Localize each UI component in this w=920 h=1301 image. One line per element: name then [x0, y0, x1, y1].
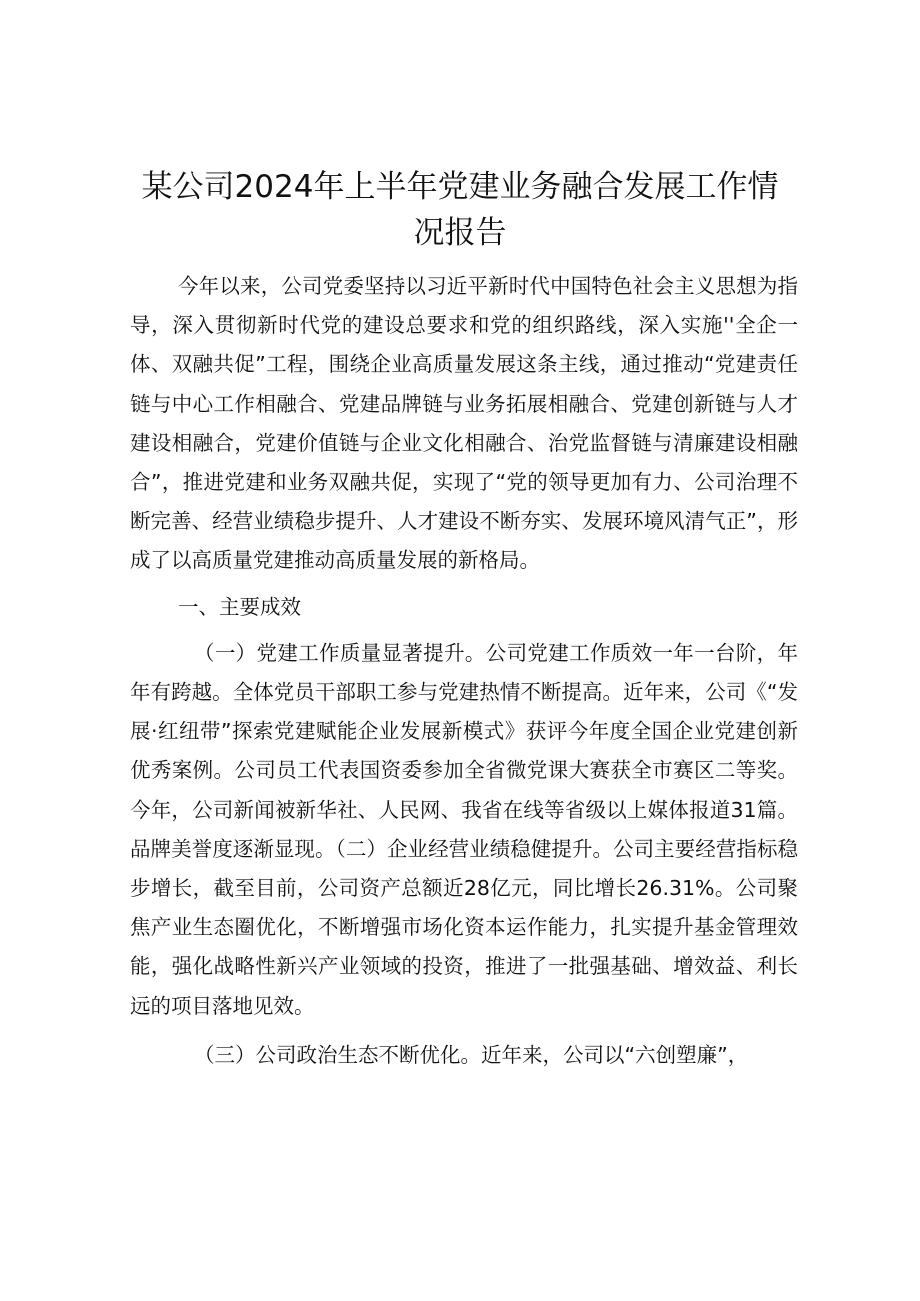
document-title [140, 164, 780, 256]
title-line-2: 况报告 [413, 215, 507, 251]
paragraph-results-3: （三）公司政治生态不断优化。近年来，公司以“六创塑廉”， [194, 1042, 749, 1067]
document-body [130, 267, 798, 1075]
paragraph-results-1-2: （一）党建工作质量显著提升。公司党建工作质效一年一台阶，年年有跨越。全体党员干部职工参与党建热情不断提高。近年来，公司《“发展·红纽带”探索党建赋能企业发展新模式》获评今年度全国企业党建创新优秀案例。公司员工代表国资委参加全省微党课大赛获全市赛区二等奖。今年，公司新闻被新华社、人民网、我省在线等省级以上媒体报道31篇。品牌美誉度逐渐显现。（二）企业经营业绩稳健提升。公司主要经营指标稳步增长，截至目前，公司资产总额近28亿元，同比增长26.31%。公司聚焦产业生态圈优化，不断增强市场化资本运作能力，扎实提升基金管理效能，强化战略性新兴产业领域的投资，推进了一批强基础、增效益、利长远的项目落地见效。 [130, 640, 798, 1018]
intro-paragraph: 今年以来，公司党委坚持以习近平新时代中国特色社会主义思想为指导，深入贯彻新时代党的建设总要求和党的组织路线，深入实施''全企一体、双融共促”工程，围绕企业高质量发展这条主线，通过推动“党建责任链与中心工作相融合、党建品牌链与业务拓展相融合、党建创新链与人才建设相融合，党建价值链与企业文化相融合、治党监督链与清廉建设相融合”，推进党建和业务双融共促，实现了“党的领导更加有力、公司治理不断完善、经营业绩稳步提升、人才建设不断夯实、发展环境风清气正”，形成了以高质量党建推动高质量发展的新格局。 [130, 274, 798, 573]
title-line-1: 某公司2024年上半年党建业务融合发展工作情 [141, 169, 779, 205]
section-heading-main-results: 一、主要成效 [178, 594, 301, 619]
